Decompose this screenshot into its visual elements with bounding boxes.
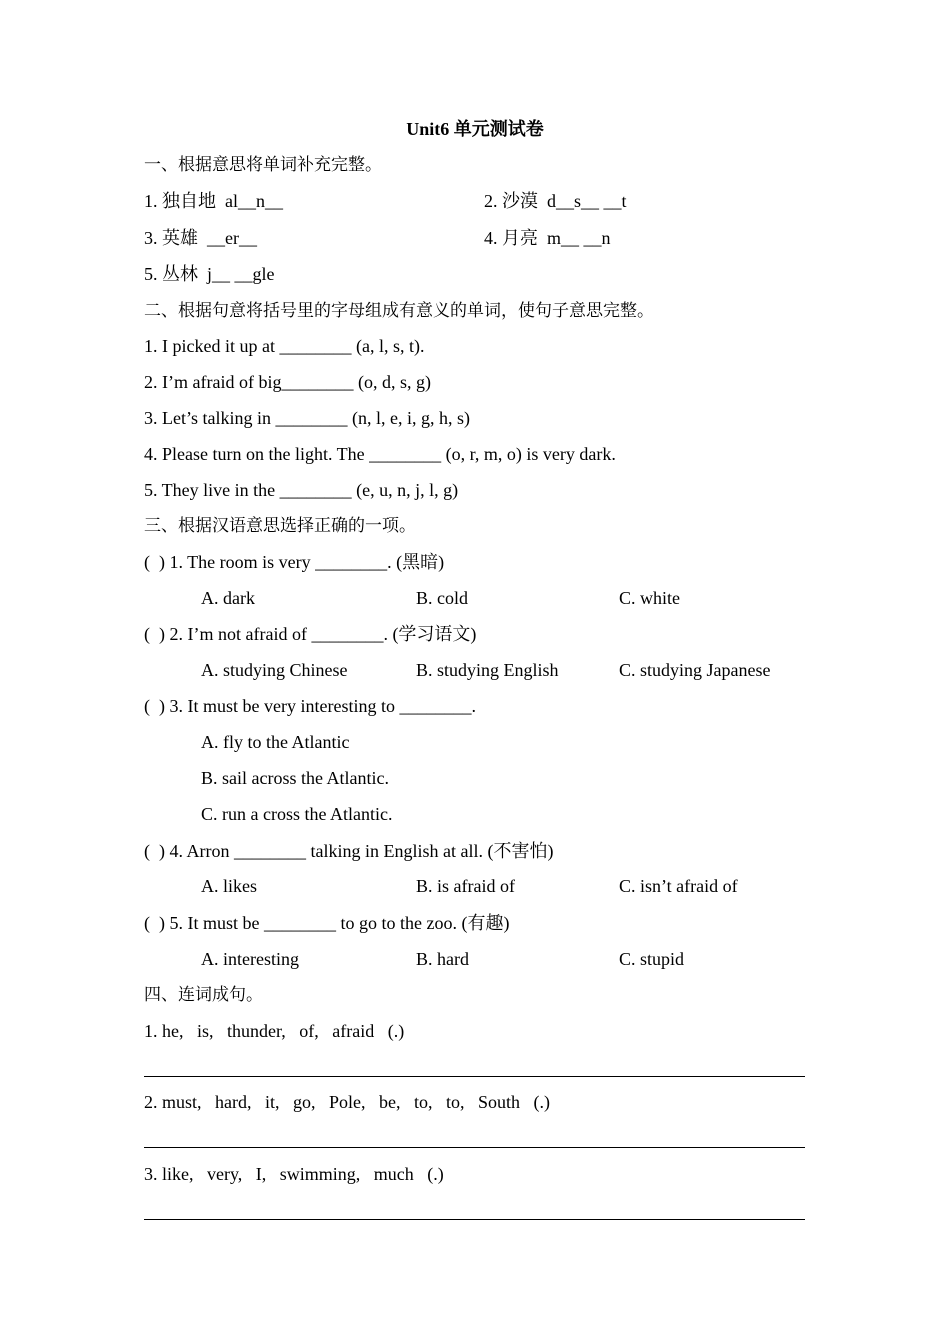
s3-q2-option-b: B. studying English [416, 660, 559, 680]
s1-item-4: 4. 月亮 m__ __n [484, 228, 611, 248]
s2-item-5: 5. They live in the ________ (e, u, n, j, l, g) [144, 480, 459, 500]
s3-q1-stem: ( ) 1. The room is very ________. (黑暗) [144, 552, 445, 572]
s4-item-2: 2. must, hard, it, go, Pole, be, to, to, South (.) [144, 1092, 550, 1112]
s3-q2-option-c: C. studying Japanese [619, 660, 771, 680]
section-3-heading: 三、根据汉语意思选择正确的一项。 [144, 516, 416, 536]
s4-answer-line-2 [144, 1147, 805, 1148]
page-title: Unit6 单元测试卷 [406, 119, 544, 139]
s1-item-1: 1. 独自地 al__n__ [144, 191, 283, 211]
s3-q4-stem: ( ) 4. Arron ________ talking in English at all. (不害怕) [144, 841, 554, 861]
s2-item-2: 2. I’m afraid of big________ (o, d, s, g) [144, 372, 431, 392]
s3-q4-option-b: B. is afraid of [416, 876, 515, 896]
s3-q1-option-a: A. dark [201, 588, 255, 608]
s1-item-2: 2. 沙漠 d__s__ __t [484, 191, 627, 211]
section-2-heading: 二、根据句意将括号里的字母组成有意义的单词，使句子意思完整。 [144, 301, 654, 321]
s3-q5-option-c: C. stupid [619, 949, 685, 969]
s4-item-1: 1. he, is, thunder, of, afraid (.) [144, 1021, 405, 1041]
s1-item-3: 3. 英雄 __er__ [144, 228, 257, 248]
s1-item-5: 5. 丛林 j__ __gle [144, 264, 275, 284]
s3-q2-stem: ( ) 2. I’m not afraid of ________. (学习语文) [144, 624, 477, 644]
s2-item-4: 4. Please turn on the light. The ________ (o, r, m, o) is very dark. [144, 444, 616, 464]
s3-q2-option-a: A. studying Chinese [201, 660, 348, 680]
s3-q3-option-c: C. run a cross the Atlantic. [201, 804, 393, 824]
s3-q1-option-b: B. cold [416, 588, 468, 608]
s2-item-1: 1. I picked it up at ________ (a, l, s, t). [144, 336, 425, 356]
section-4-heading: 四、连词成句。 [144, 985, 263, 1005]
s4-answer-line-1 [144, 1076, 805, 1077]
section-1-heading: 一、根据意思将单词补充完整。 [144, 155, 382, 175]
s4-answer-line-3 [144, 1219, 805, 1220]
s3-q5-stem: ( ) 5. It must be ________ to go to the zoo. (有趣) [144, 913, 510, 933]
s3-q4-option-a: A. likes [201, 876, 257, 896]
s3-q5-option-b: B. hard [416, 949, 469, 969]
s3-q4-option-c: C. isn’t afraid of [619, 876, 738, 896]
s3-q5-option-a: A. interesting [201, 949, 299, 969]
s3-q3-stem: ( ) 3. It must be very interesting to ________. [144, 696, 476, 716]
s3-q3-option-a: A. fly to the Atlantic [201, 732, 350, 752]
s3-q1-option-c: C. white [619, 588, 680, 608]
s3-q3-option-b: B. sail across the Atlantic. [201, 768, 389, 788]
s2-item-3: 3. Let’s talking in ________ (n, l, e, i, g, h, s) [144, 408, 470, 428]
s4-item-3: 3. like, very, I, swimming, much (.) [144, 1164, 444, 1184]
